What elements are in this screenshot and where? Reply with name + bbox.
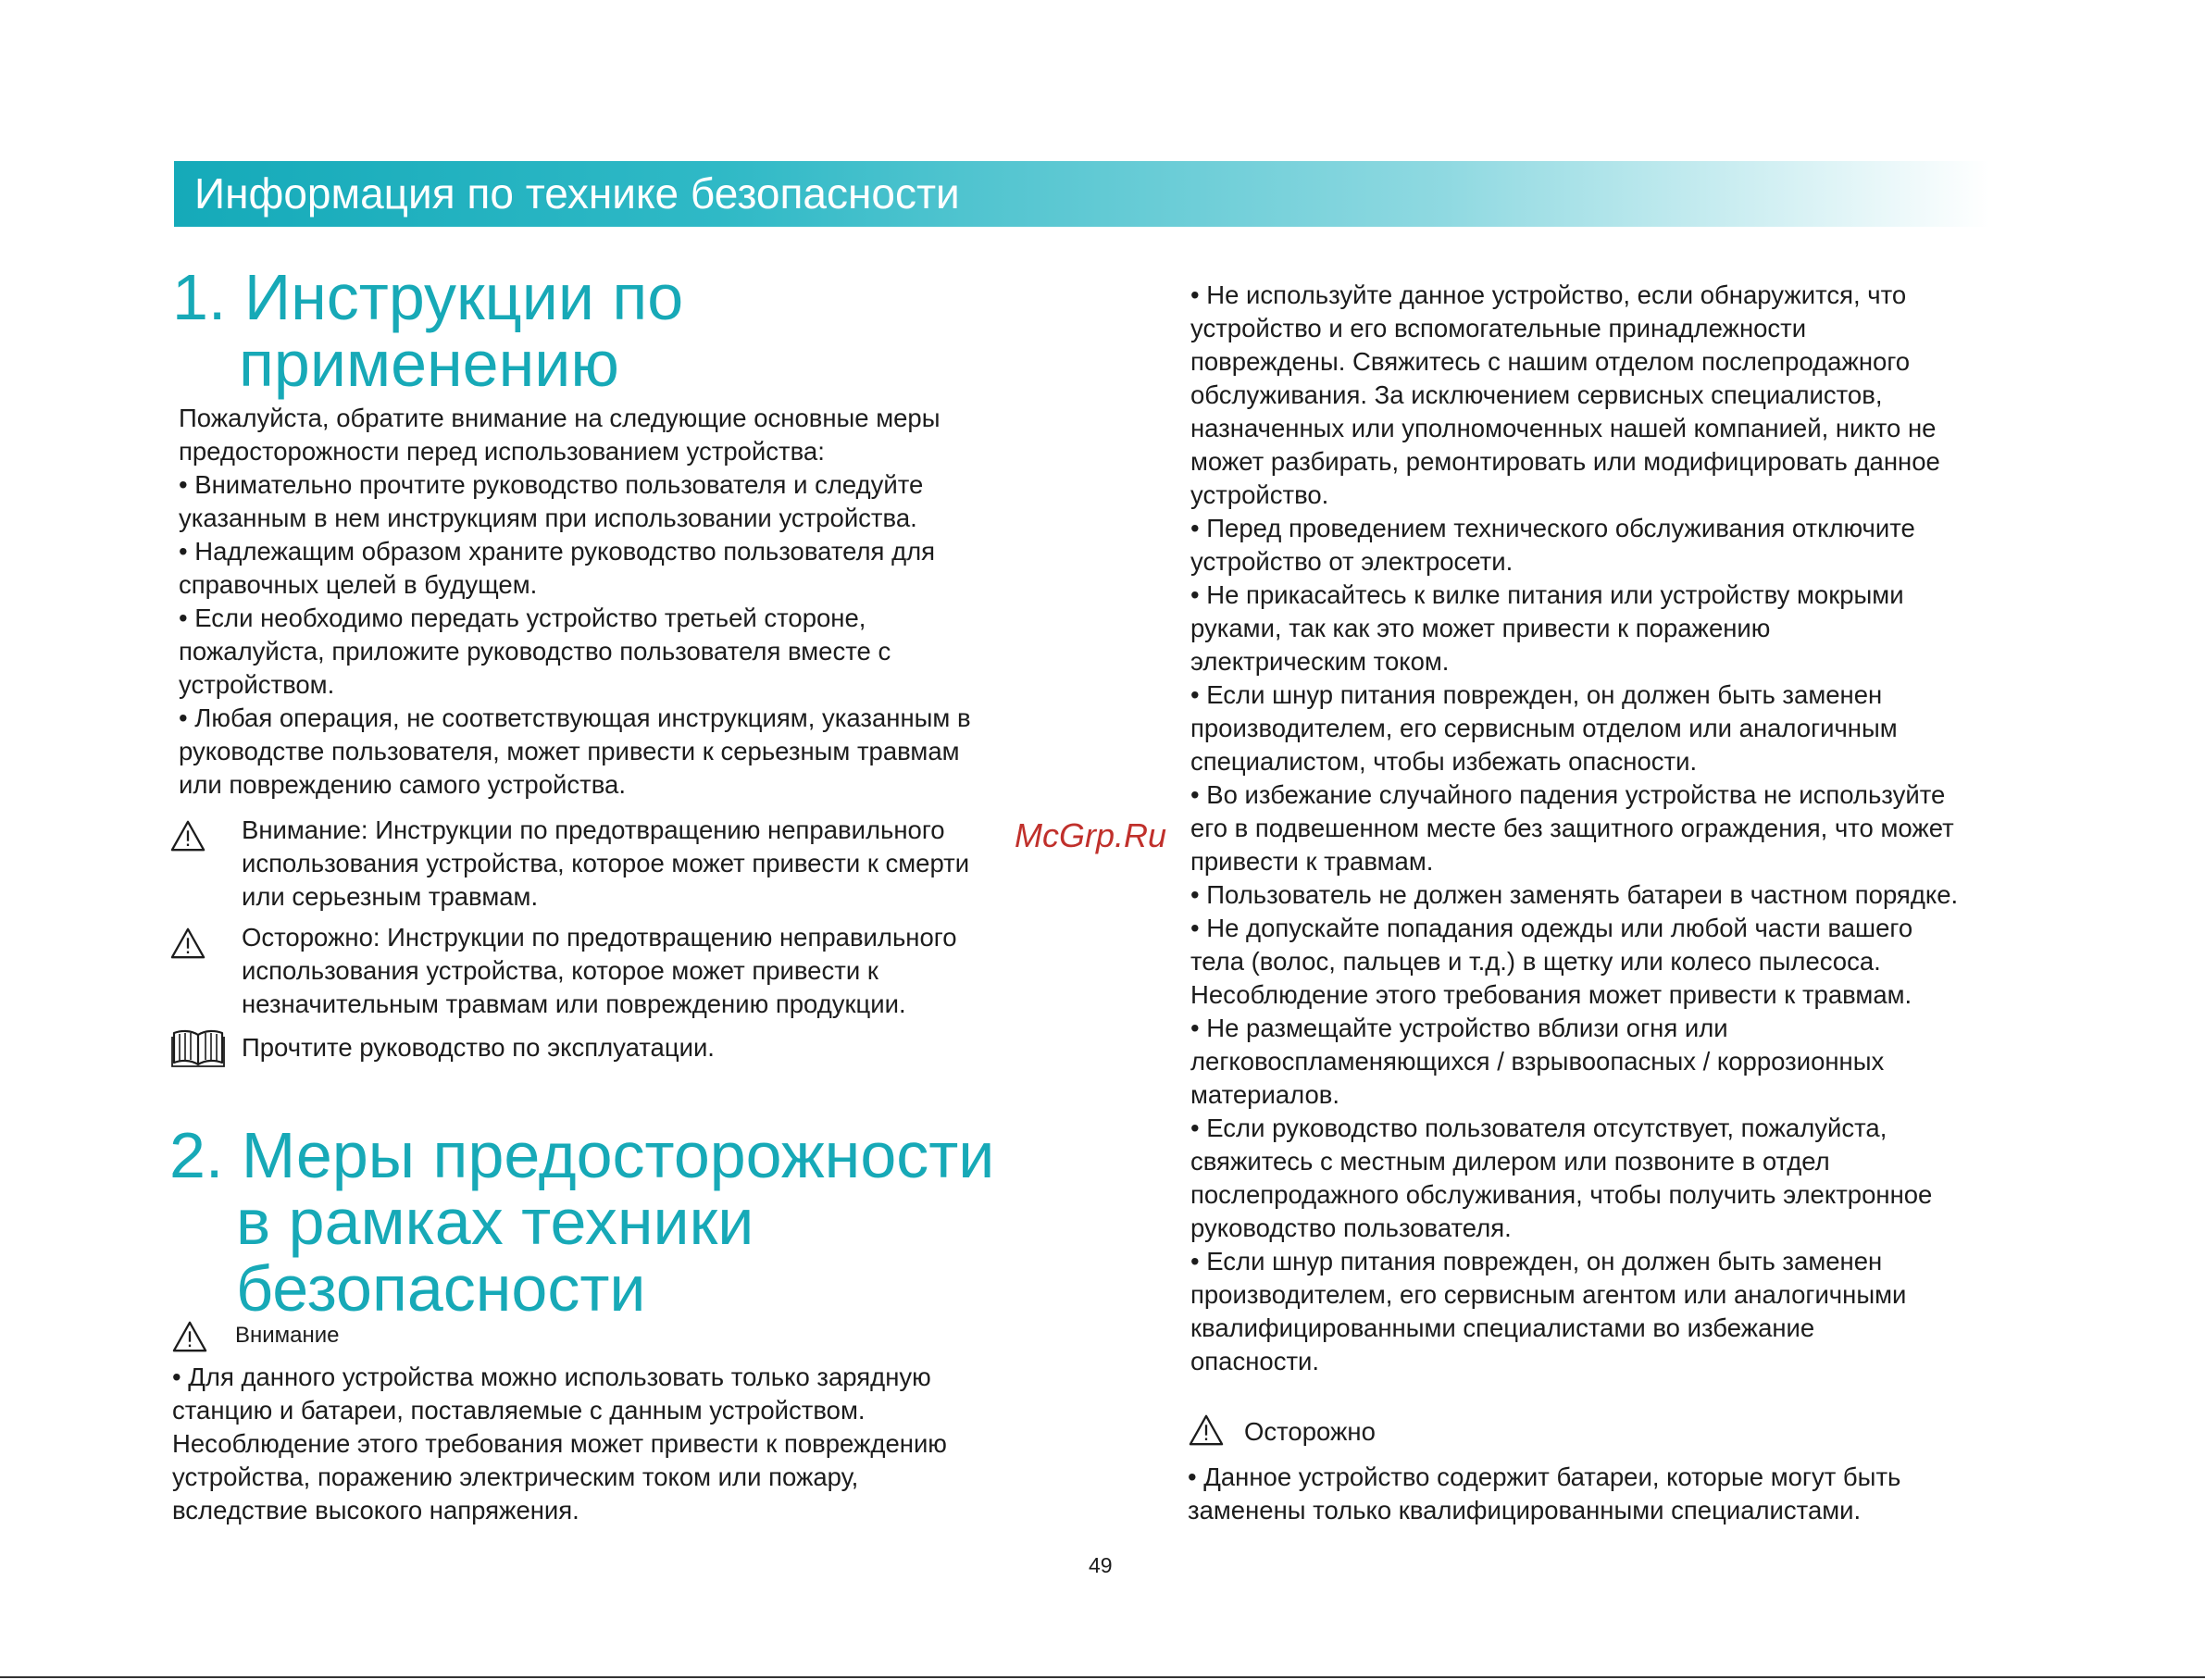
- text-line: материалов.: [1190, 1080, 1340, 1109]
- text-line: послепродажного обслуживания, чтобы получить электронное: [1190, 1180, 1933, 1209]
- text-line: пожалуйста, приложите руководство пользователя вместе с: [179, 637, 891, 666]
- text-line: • Не прикасайтесь к вилке питания или устройству мокрыми: [1190, 580, 1904, 609]
- section1-paragraph: [179, 402, 971, 802]
- section1-heading-line: 1. Инструкции по: [172, 261, 684, 333]
- warning-triangle-icon: [1189, 1413, 1224, 1447]
- text-line: или повреждению самого устройства.: [179, 770, 626, 799]
- section2-paragraph: [172, 1361, 947, 1527]
- text-line: • Если руководство пользователя отсутствует, пожалуйста,: [1190, 1114, 1887, 1142]
- text-line: станцию и батареи, поставляемые с данным устройством.: [172, 1396, 866, 1425]
- text-line: • Любая операция, не соответствующая инструкциям, указанным в: [179, 703, 971, 732]
- section1-heading: [172, 261, 684, 400]
- text-line: может разбирать, ремонтировать или модифицировать данное: [1190, 447, 1940, 476]
- text-line: • Для данного устройства можно использовать только зарядную: [172, 1363, 931, 1391]
- text-line: привести к травмам.: [1190, 847, 1434, 876]
- text-line: устройства, поражению электрическим током или пожару,: [172, 1462, 859, 1491]
- right-column-paragraph: [1190, 279, 1958, 1378]
- section2-heading-line: в рамках техники: [236, 1186, 754, 1258]
- text-line: Пожалуйста, обратите внимание на следующие основные меры: [179, 404, 941, 432]
- text-line: вследствие высокого напряжения.: [172, 1496, 579, 1524]
- page-number: 49: [1089, 1553, 1113, 1577]
- section2-heading-line: 2. Меры предосторожности: [169, 1119, 995, 1191]
- text-line: Внимание: Инструкции по предотвращению неправильного: [242, 815, 945, 844]
- text-line: повреждены. Свяжитесь с нашим отделом послепродажного: [1190, 347, 1911, 376]
- text-line: • Не размещайте устройство вблизи огня или: [1190, 1014, 1728, 1042]
- text-line: назначенных или уполномоченных нашей компанией, никто не: [1190, 414, 1937, 442]
- warning-triangle-icon: [172, 1320, 207, 1353]
- text-line: устройством.: [179, 670, 335, 699]
- text-line: легковоспламеняющихся / взрывоопасных / коррозионных: [1190, 1047, 1885, 1076]
- bottom-divider: [0, 1676, 2205, 1678]
- text-line: • Не допускайте попадания одежды или любой части вашего: [1190, 914, 1913, 942]
- warning-triangle-icon: [170, 927, 206, 960]
- text-line: производителем, его сервисным отделом или аналогичным: [1190, 714, 1898, 742]
- text-line: использования устройства, которое может привести к: [242, 956, 878, 985]
- text-line: руками, так как это может привести к поражению: [1190, 614, 1771, 642]
- text-line: руководстве пользователя, может привести к серьезным травмам: [179, 737, 960, 765]
- text-line: квалифицированными специалистами во избежание: [1190, 1313, 1815, 1342]
- text-line: использования устройства, которое может привести к смерти: [242, 849, 970, 877]
- text-line: свяжитесь с местным дилером или позвоните в отдел: [1190, 1147, 1830, 1176]
- watermark: McGrp.Ru: [1015, 816, 1167, 854]
- text-line: • Данное устройство содержит батареи, которые могут быть: [1188, 1462, 1901, 1491]
- text-line: предосторожности перед использованием устройства:: [179, 437, 825, 466]
- note-text: [242, 921, 957, 1021]
- text-line: указанным в нем инструкциям при использовании устройства.: [179, 504, 917, 532]
- text-line: устройство.: [1190, 480, 1329, 509]
- caution-paragraph: [1188, 1461, 1900, 1527]
- text-line: Несоблюдение этого требования может привести к повреждению: [172, 1429, 947, 1458]
- note-text: [242, 1031, 715, 1064]
- text-line: • Внимательно прочтите руководство пользователя и следуйте: [179, 470, 924, 499]
- text-line: заменены только квалифицированными специалистами.: [1188, 1496, 1862, 1524]
- text-line: его в подвешенном месте без защитного ограждения, что может: [1190, 814, 1954, 842]
- open-book-icon: [170, 1027, 226, 1068]
- text-line: Несоблюдение этого требования может привести к травмам.: [1190, 980, 1912, 1009]
- text-line: • Если шнур питания поврежден, он должен быть заменен: [1190, 680, 1883, 709]
- text-line: Осторожно: Инструкции по предотвращению неправильного: [242, 923, 957, 952]
- text-line: специалистом, чтобы избежать опасности.: [1190, 747, 1698, 776]
- text-line: • Пользователь не должен заменять батареи в частном порядке.: [1190, 880, 1959, 909]
- text-line: опасности.: [1190, 1347, 1320, 1375]
- text-line: или серьезным травмам.: [242, 882, 539, 911]
- text-line: Прочтите руководство по эксплуатации.: [242, 1033, 715, 1062]
- text-line: • Если необходимо передать устройство третьей стороне,: [179, 604, 866, 632]
- text-line: незначительным травмам или повреждению продукции.: [242, 989, 906, 1018]
- text-line: обслуживания. За исключением сервисных специалистов,: [1190, 380, 1883, 409]
- note-text: [242, 814, 969, 914]
- text-line: устройство от электросети.: [1190, 547, 1514, 576]
- section-banner: [174, 161, 1990, 227]
- text-line: устройство и его вспомогательные принадлежности: [1190, 314, 1807, 342]
- text-line: тела (волос, пальцев и т.д.) в щетку или колесо пылесоса.: [1190, 947, 1881, 976]
- section1-heading-line: применению: [239, 328, 619, 400]
- text-line: • Перед проведением технического обслуживания отключите: [1190, 514, 1915, 542]
- warning-label-text: Внимание: [235, 1323, 340, 1348]
- text-line: электрическим током.: [1190, 647, 1450, 676]
- text-line: • Не используйте данное устройство, если обнаружится, что: [1190, 280, 1907, 309]
- section2-heading: [169, 1119, 995, 1325]
- banner-title: Информация по технике безопасности: [194, 169, 960, 218]
- text-line: • Если шнур питания поврежден, он должен быть заменен: [1190, 1247, 1883, 1276]
- text-line: руководство пользователя.: [1190, 1213, 1512, 1242]
- section2-heading-line: безопасности: [236, 1252, 646, 1325]
- text-line: • Надлежащим образом храните руководство пользователя для: [179, 537, 936, 566]
- warning-triangle-icon: [170, 819, 206, 852]
- text-line: • Во избежание случайного падения устройства не используйте: [1190, 780, 1946, 809]
- text-line: справочных целей в будущем.: [179, 570, 538, 599]
- caution-label-text: Осторожно: [1244, 1417, 1376, 1446]
- text-line: производителем, его сервисным агентом или аналогичными: [1190, 1280, 1907, 1309]
